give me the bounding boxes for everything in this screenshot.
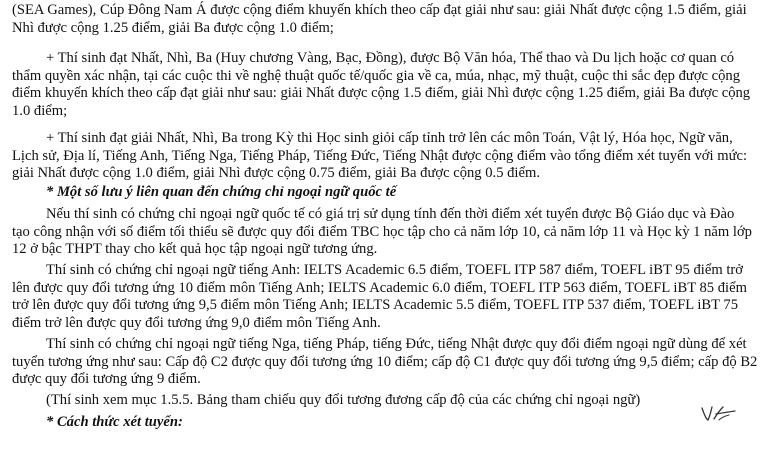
text-line: trở lên được quy đổi tương ứng 9,5 điểm môn Tiếng Anh; IELTS Academic 5.5 điểm, TOEFL ITP 537 điểm, TOEFL iBT 75 (12, 297, 739, 314)
text-line: tuyển tương ứng như sau: Cấp độ C2 được quy đổi tương ứng 10 điểm; cấp độ C1 được quy đổi tương ứng 9,5 điểm; cấp độ B2 (12, 353, 758, 370)
paragraph-reference-note (12, 392, 758, 410)
paragraph-provincial-awards (12, 130, 758, 183)
handwritten-initials-mark (698, 402, 738, 426)
text-line: điểm trở lên được quy đổi tương ứng 9,0 điểm môn Tiếng Anh. (12, 314, 381, 331)
paragraph-art-awards (12, 50, 758, 120)
text-line: Thí sinh có chứng chỉ ngoại ngữ tiếng Nga, tiếng Pháp, tiếng Đức, tiếng Nhật được quy đổi điểm ngoại ngữ dùng để xét (46, 336, 747, 352)
text-line: + Thí sinh đạt Nhất, Nhì, Ba (Huy chương Vàng, Bạc, Đồng), được Bộ Văn hóa, Thể thao và Du lịch hoặc cơ quan có (46, 50, 735, 66)
text-line: được quy đổi tương ứng 9 điểm. (12, 371, 201, 388)
section-heading: * Một số lưu ý liên quan đến chứng chỉ ngoại ngữ quốc tế (46, 184, 397, 200)
section-heading-admission-method (12, 414, 758, 432)
section-heading: * Cách thức xét tuyển: (46, 414, 183, 430)
paragraph-certificate-conversion (12, 206, 758, 259)
section-heading-language-certificates (12, 184, 758, 202)
text-line: Nhì được cộng 1.25 điểm, giải Ba được cộng 1.0 điểm; (12, 19, 334, 36)
text-line: Lịch sử, Địa lí, Tiếng Anh, Tiếng Nga, Tiếng Pháp, Tiếng Đức, Tiếng Nhật được cộng điểm vào tổng điểm xét tuyển với mức: (12, 147, 748, 164)
text-line: (Thí sinh xem mục 1.5.5. Bảng tham chiếu quy đổi tương đương cấp độ của các chứng chỉ ngoại ngữ) (46, 392, 641, 408)
text-line: giải Nhất được cộng 1.0 điểm, giải Nhì được cộng 0.75 điểm, giải Ba được cộng 0.5 điểm. (12, 165, 540, 182)
text-line: Thí sinh có chứng chỉ ngoại ngữ tiếng Anh: IELTS Academic 6.5 điểm, TOEFL ITP 587 điểm, TOEFL iBT 95 điểm trở (46, 262, 743, 278)
paragraph-english-certificates (12, 262, 758, 332)
text-line: điểm khuyến khích theo cấp đạt giải như sau: giải Nhất được cộng 1.5 điểm, giải Nhì được cộng 1.25 điểm, giải Ba được cộng (12, 85, 751, 102)
text-line: 1.0 điểm; (12, 102, 68, 119)
text-line: thẩm quyền xác nhận, tại các cuộc thi về nghệ thuật quốc tế/quốc gia về ca, múa, nhạc, mỹ thuật, cuộc thi sắc đẹp được cộng (12, 67, 741, 84)
text-line: lên được quy đổi tương ứng 10 điểm môn Tiếng Anh; IELTS Academic 6.0 điểm, TOEFL ITP 563 điểm, TOEFL iBT 85 điểm (12, 279, 747, 296)
text-line: (SEA Games), Cúp Đông Nam Á được cộng điểm khuyến khích theo cấp đạt giải như sau: giải Nhất được cộng 1.5 điểm, giải (12, 2, 747, 18)
text-line: tạo công nhận với số điểm tối thiểu sẽ được quy đổi điểm TBC học tập cho cả năm lớp 10, cả năm lớp 11 và Học kỳ 1 năm lớp (12, 223, 752, 240)
text-line: Nếu thí sinh có chứng chỉ ngoại ngữ quốc tế có giá trị sử dụng tính đến thời điểm xét tuyển được Bộ Giáo dục và Đào (46, 206, 735, 222)
paragraph-other-languages (12, 336, 758, 389)
paragraph-sea-games (12, 2, 758, 37)
text-line: + Thí sinh đạt giải Nhất, Nhì, Ba trong Kỳ thi Học sinh giỏi cấp tỉnh trở lên các môn Toán, Vật lý, Hóa học, Ngữ văn, (46, 130, 733, 146)
text-line: 12 ở bậc THPT thay cho kết quả học tập ngoại ngữ tương ứng. (12, 241, 378, 258)
